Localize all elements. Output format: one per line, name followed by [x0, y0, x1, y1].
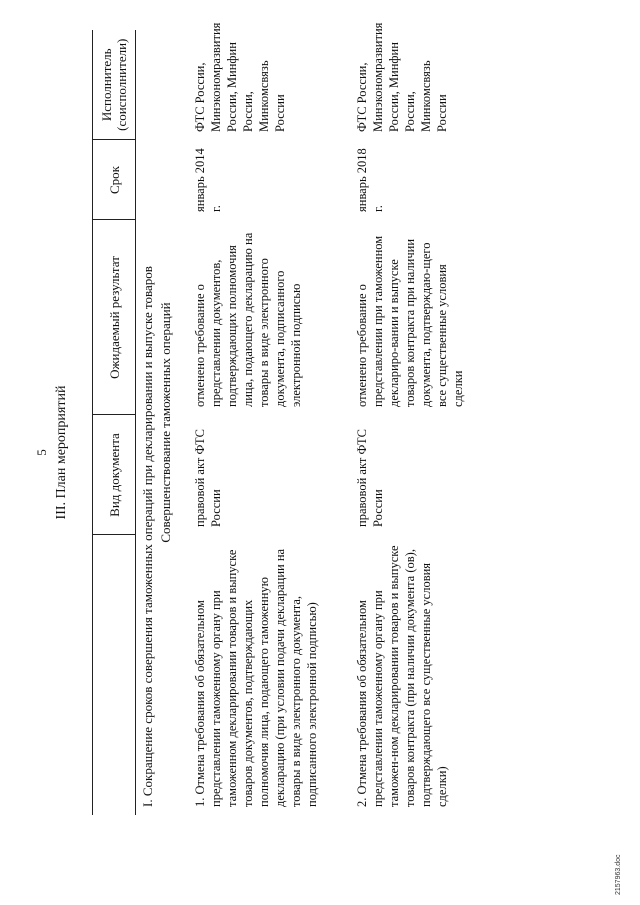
deadline-cell: январь 2018 г. [355, 148, 385, 212]
result-cell: отменено требование о представлении при таможенном деклариро-вании и выпуске товаров контракта при наличии документа, подтверждаю-щего все существенные условия сделки [355, 235, 465, 407]
header-doc-type: Вид документа [93, 415, 136, 535]
executor-cell: ФТС России, Минэкономразвития России, Минфин России, Минкомсвязь России [355, 22, 449, 132]
measure-cell: 1. Отмена требования об обязательном представлении таможенному органу при таможенном декларировании товаров и выпуске товаров документов, подтверждающих полномочия лица, подающего таможенную декларацию (при условии подачи декларации на товары в виде электронного документа, подписанного электронной подписью) [193, 548, 319, 807]
subsection-row [156, 30, 188, 815]
subsection-heading: Совершенствование таможенных операций [158, 302, 173, 543]
executor-cell: ФТС России, Минэкономразвития России, Минфин России, Минкомсвязь России [193, 22, 287, 132]
measure-cell: 2. Отмена требования об обязательном представлении таможенному органу при таможен-ном декларировании товаров и выпуске товаров контракта (при наличии документа (ов), подтверждающего все существенные условия сделки) [355, 545, 449, 807]
section-row [136, 30, 157, 815]
section-heading: I. Сокращение сроков совершения таможенных операций при декларировании и выпуске товаров [140, 266, 155, 807]
plan-title: III. План мероприятий [54, 385, 69, 520]
page-number: 5 [34, 449, 49, 456]
table-header-row [93, 30, 136, 815]
header-deadline: Срок [93, 140, 136, 220]
header-executor: Исполнитель (соисполнители) [93, 30, 136, 140]
header-measure [93, 535, 136, 815]
table-row [188, 30, 350, 815]
doc-type-cell: правовой акт ФТС России [193, 428, 223, 527]
table-row [350, 30, 496, 815]
header-result: Ожидаемый результат [93, 220, 136, 415]
footer-file-code: 2157963.doc [615, 854, 622, 895]
deadline-cell: январь 2014 г. [193, 148, 223, 212]
doc-type-cell: правовой акт ФТС России [355, 428, 385, 527]
measures-table [92, 22, 496, 815]
result-cell: отменено требование о представлении документов, подтверждающих полномочия лица, подающего декларацию на товары в виде электронного документа, подписанного электронной подписью [193, 232, 303, 407]
